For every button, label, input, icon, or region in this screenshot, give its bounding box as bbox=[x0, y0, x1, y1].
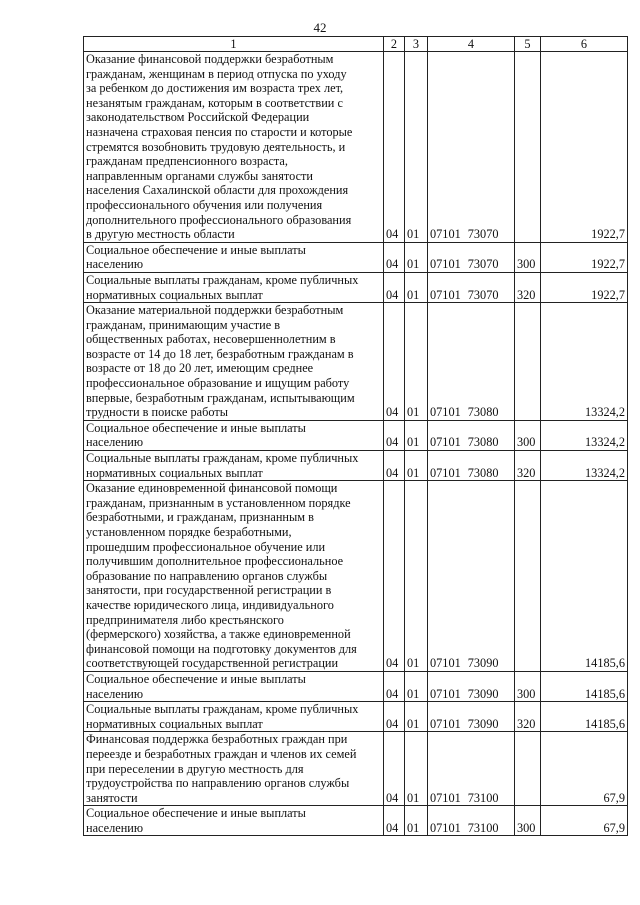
description-line: занятости bbox=[86, 790, 138, 805]
description-line: возрасте от 18 до 20 лет, имеющим среднее bbox=[86, 361, 314, 376]
target-article-prefix: 07101 bbox=[430, 227, 461, 242]
row-amount: 14185,6 bbox=[541, 481, 628, 672]
row-section-code: 04 bbox=[384, 242, 405, 272]
row-description bbox=[84, 806, 384, 836]
table-row bbox=[84, 451, 628, 481]
row-section-code: 04 bbox=[384, 671, 405, 701]
description-line: в другую местность области bbox=[86, 227, 235, 242]
row-subsection-code: 01 bbox=[405, 671, 428, 701]
description-line: возрасте от 14 до 18 лет, безработным гражданам в bbox=[86, 346, 354, 361]
row-description bbox=[84, 52, 384, 243]
row-section-code: 04 bbox=[384, 702, 405, 732]
description-line: безработными, и гражданам, признанным в bbox=[86, 510, 314, 525]
row-section-code: 04 bbox=[384, 303, 405, 421]
description-line: общественных работах, несовершеннолетним в bbox=[86, 332, 336, 347]
row-target-article-code bbox=[428, 732, 515, 806]
description-line: населению bbox=[86, 820, 144, 835]
description-line: Социальные выплаты гражданам, кроме публичных bbox=[86, 272, 359, 287]
description-line: трудоустройства по направлению органов службы bbox=[86, 776, 350, 791]
target-article-prefix: 07101 bbox=[430, 686, 461, 701]
table-row bbox=[84, 272, 628, 302]
description-line: Оказание единовременной финансовой помощи bbox=[86, 481, 338, 496]
target-article-prefix: 07101 bbox=[430, 716, 461, 731]
row-description bbox=[84, 242, 384, 272]
description-line: гражданам, признанным в установленном порядке bbox=[86, 495, 351, 510]
table-row bbox=[84, 303, 628, 421]
row-target-article-code bbox=[428, 671, 515, 701]
description-line: прошедшим профессиональное обучение или bbox=[86, 539, 326, 554]
row-expense-type-code: 320 bbox=[515, 272, 541, 302]
description-line: занятости, при государственной регистрации в bbox=[86, 583, 332, 598]
description-line: законодательством Российской Федерации bbox=[86, 110, 310, 125]
description-line: незанятым гражданам, которым в соответствии с bbox=[86, 95, 343, 110]
description-line: образование по направлению органов службы bbox=[86, 568, 328, 583]
row-amount: 14185,6 bbox=[541, 671, 628, 701]
description-line: предпринимателя либо крестьянского bbox=[86, 612, 284, 627]
description-line: финансовой помощи на подготовку документов для bbox=[86, 641, 357, 656]
table-row bbox=[84, 806, 628, 836]
description-line: переезде и безработных граждан и членов их семей bbox=[86, 746, 357, 761]
row-description bbox=[84, 451, 384, 481]
description-line: дополнительного профессионального образования bbox=[86, 212, 352, 227]
header-cell-5: 5 bbox=[515, 37, 541, 52]
row-target-article-code bbox=[428, 272, 515, 302]
description-line: Социальные выплаты гражданам, кроме публичных bbox=[86, 451, 359, 466]
row-description bbox=[84, 702, 384, 732]
budget-table bbox=[83, 36, 628, 836]
row-amount: 67,9 bbox=[541, 806, 628, 836]
header-cell-1: 1 bbox=[84, 37, 384, 52]
target-article-prefix: 07101 bbox=[430, 287, 461, 302]
row-description bbox=[84, 303, 384, 421]
target-article-suffix: 73090 bbox=[467, 686, 499, 701]
description-line: населению bbox=[86, 686, 144, 701]
description-line: стремятся возобновить трудовую деятельность, и bbox=[86, 139, 346, 154]
description-line: Социальные выплаты гражданам, кроме публичных bbox=[86, 702, 359, 717]
description-line: населению bbox=[86, 257, 144, 272]
description-line: за ребенком до достижения им возраста трех лет, bbox=[86, 81, 344, 96]
description-line: направленным органами службы занятости bbox=[86, 168, 313, 183]
header-cell-6: 6 bbox=[541, 37, 628, 52]
description-line: гражданам, женщинам в период отпуска по уходу bbox=[86, 66, 347, 81]
target-article-prefix: 07101 bbox=[430, 465, 461, 480]
row-subsection-code: 01 bbox=[405, 806, 428, 836]
target-article-prefix: 07101 bbox=[430, 790, 461, 805]
target-article-suffix: 73090 bbox=[467, 716, 499, 731]
row-description bbox=[84, 420, 384, 450]
target-article-suffix: 73100 bbox=[467, 820, 499, 835]
page-number: 42 bbox=[313, 20, 327, 35]
row-description bbox=[84, 671, 384, 701]
description-line: Социальное обеспечение и иные выплаты bbox=[86, 671, 306, 686]
row-section-code: 04 bbox=[384, 52, 405, 243]
row-subsection-code: 01 bbox=[405, 242, 428, 272]
description-line: Социальное обеспечение и иные выплаты bbox=[86, 806, 306, 821]
table-row bbox=[84, 481, 628, 672]
description-line: профессионального обучения или получения bbox=[86, 197, 323, 212]
row-description bbox=[84, 481, 384, 672]
row-expense-type-code: 300 bbox=[515, 242, 541, 272]
description-line: гражданам, принимающим участие в bbox=[86, 317, 281, 332]
row-expense-type-code: 320 bbox=[515, 451, 541, 481]
description-line: Оказание материальной поддержки безработным bbox=[86, 303, 344, 318]
description-line: назначена страховая пенсия по старости и которые bbox=[86, 124, 353, 139]
description-line: получившим дополнительное профессиональное bbox=[86, 554, 344, 569]
row-expense-type-code: 300 bbox=[515, 420, 541, 450]
description-line: гражданам предпенсионного возраста, bbox=[86, 154, 288, 169]
target-article-prefix: 07101 bbox=[430, 656, 461, 671]
row-amount: 14185,6 bbox=[541, 702, 628, 732]
table-row bbox=[84, 242, 628, 272]
row-subsection-code: 01 bbox=[405, 272, 428, 302]
row-section-code: 04 bbox=[384, 481, 405, 672]
row-section-code: 04 bbox=[384, 806, 405, 836]
row-target-article-code bbox=[428, 451, 515, 481]
row-subsection-code: 01 bbox=[405, 451, 428, 481]
header-row bbox=[84, 37, 628, 52]
table-row bbox=[84, 732, 628, 806]
row-expense-type-code: 300 bbox=[515, 671, 541, 701]
description-line: Оказание финансовой поддержки безработным bbox=[86, 52, 334, 66]
description-line: населению bbox=[86, 435, 144, 450]
target-article-suffix: 73070 bbox=[467, 227, 499, 242]
header-cell-2: 2 bbox=[384, 37, 405, 52]
row-description bbox=[84, 272, 384, 302]
row-subsection-code: 01 bbox=[405, 52, 428, 243]
header-cell-4: 4 bbox=[428, 37, 515, 52]
row-section-code: 04 bbox=[384, 451, 405, 481]
row-expense-type-code bbox=[515, 303, 541, 421]
description-line: качестве юридического лица, индивидуального bbox=[86, 597, 334, 612]
table-row bbox=[84, 52, 628, 243]
row-target-article-code bbox=[428, 702, 515, 732]
description-line: профессиональное образование и ищущим работу bbox=[86, 376, 350, 391]
table-row bbox=[84, 671, 628, 701]
target-article-suffix: 73080 bbox=[467, 435, 499, 450]
description-line: нормативных социальных выплат bbox=[86, 465, 263, 480]
row-section-code: 04 bbox=[384, 732, 405, 806]
row-amount: 13324,2 bbox=[541, 303, 628, 421]
target-article-suffix: 73070 bbox=[467, 257, 499, 272]
row-subsection-code: 01 bbox=[405, 481, 428, 672]
target-article-prefix: 07101 bbox=[430, 435, 461, 450]
row-target-article-code bbox=[428, 52, 515, 243]
row-subsection-code: 01 bbox=[405, 303, 428, 421]
description-line: нормативных социальных выплат bbox=[86, 287, 263, 302]
description-line: Финансовая поддержка безработных граждан при bbox=[86, 732, 348, 747]
row-amount: 1922,7 bbox=[541, 272, 628, 302]
row-target-article-code bbox=[428, 242, 515, 272]
description-line: нормативных социальных выплат bbox=[86, 716, 263, 731]
row-target-article-code bbox=[428, 420, 515, 450]
target-article-prefix: 07101 bbox=[430, 820, 461, 835]
row-amount: 1922,7 bbox=[541, 242, 628, 272]
row-subsection-code: 01 bbox=[405, 702, 428, 732]
target-article-suffix: 73100 bbox=[467, 790, 499, 805]
row-target-article-code bbox=[428, 303, 515, 421]
table-row bbox=[84, 702, 628, 732]
description-line: установленном порядке безработными, bbox=[86, 525, 292, 539]
row-target-article-code bbox=[428, 481, 515, 672]
description-line: соответствующей государственной регистрации bbox=[86, 656, 339, 671]
description-line: при переселении в другую местность для bbox=[86, 761, 304, 776]
row-subsection-code: 01 bbox=[405, 732, 428, 806]
row-expense-type-code bbox=[515, 732, 541, 806]
description-line: впервые, безработным гражданам, испытывающим bbox=[86, 390, 355, 405]
row-expense-type-code bbox=[515, 481, 541, 672]
description-line: Социальное обеспечение и иные выплаты bbox=[86, 242, 306, 257]
row-amount: 1922,7 bbox=[541, 52, 628, 243]
target-article-suffix: 73090 bbox=[467, 656, 499, 671]
description-line: Социальное обеспечение и иные выплаты bbox=[86, 420, 306, 435]
row-amount: 13324,2 bbox=[541, 451, 628, 481]
description-line: населения Сахалинской области для прохождения bbox=[86, 183, 349, 198]
description-line: (фермерского) хозяйства, а также единовременной bbox=[86, 627, 351, 642]
row-expense-type-code: 300 bbox=[515, 806, 541, 836]
row-expense-type-code: 320 bbox=[515, 702, 541, 732]
header-cell-3: 3 bbox=[405, 37, 428, 52]
target-article-suffix: 73080 bbox=[467, 405, 499, 420]
row-description bbox=[84, 732, 384, 806]
row-subsection-code: 01 bbox=[405, 420, 428, 450]
row-target-article-code bbox=[428, 806, 515, 836]
row-section-code: 04 bbox=[384, 272, 405, 302]
target-article-suffix: 73070 bbox=[467, 287, 499, 302]
row-amount: 67,9 bbox=[541, 732, 628, 806]
description-line: трудности в поиске работы bbox=[86, 405, 228, 420]
target-article-suffix: 73080 bbox=[467, 465, 499, 480]
target-article-prefix: 07101 bbox=[430, 405, 461, 420]
row-expense-type-code bbox=[515, 52, 541, 243]
table-row bbox=[84, 420, 628, 450]
row-section-code: 04 bbox=[384, 420, 405, 450]
row-amount: 13324,2 bbox=[541, 420, 628, 450]
target-article-prefix: 07101 bbox=[430, 257, 461, 272]
